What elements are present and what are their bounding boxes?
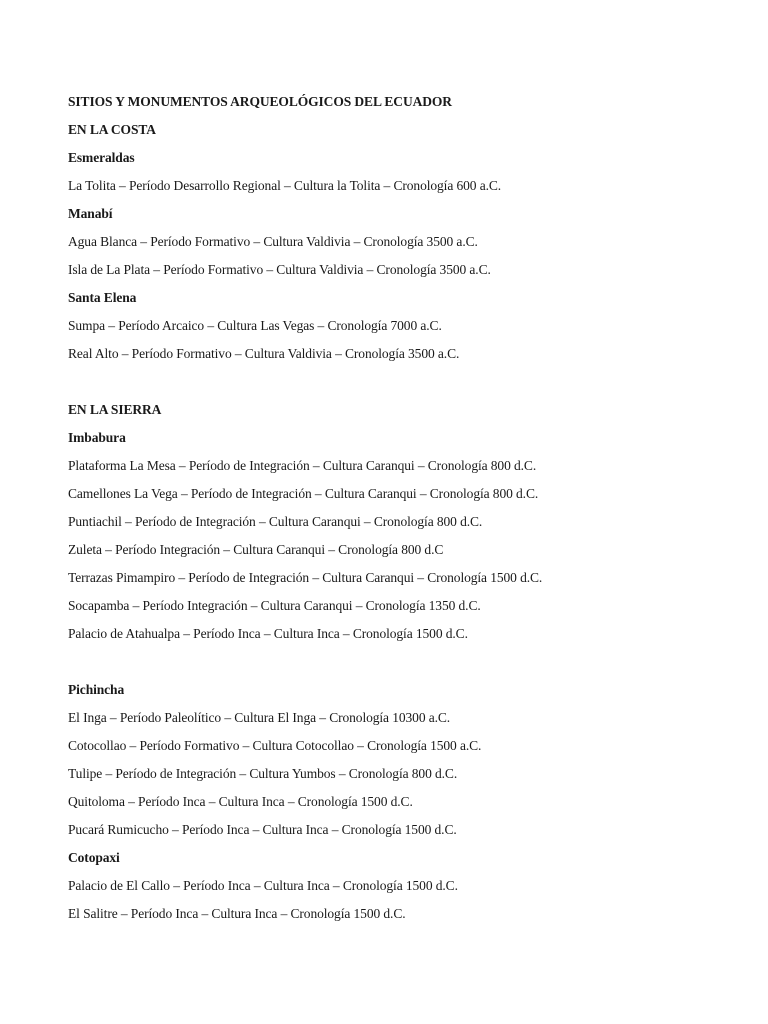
site-entry: Pucará Rumicucho – Período Inca – Cultura Inca – Cronología 1500 d.C. (68, 822, 457, 837)
province-heading-cotopaxi: Cotopaxi (68, 850, 120, 865)
site-entry: Zuleta – Período Integración – Cultura Caranqui – Cronología 800 d.C (68, 542, 444, 557)
site-entry: Terrazas Pimampiro – Período de Integración – Cultura Caranqui – Cronología 1500 d.C. (68, 570, 543, 585)
site-entry: Isla de La Plata – Período Formativo – Cultura Valdivia – Cronología 3500 a.C. (68, 262, 491, 277)
site-entry: Quitoloma – Período Inca – Cultura Inca – Cronología 1500 d.C. (68, 794, 413, 809)
province-heading-imbabura: Imbabura (68, 430, 126, 445)
site-entry: El Inga – Período Paleolítico – Cultura El Inga – Cronología 10300 a.C. (68, 710, 451, 725)
section-heading-sierra: EN LA SIERRA (68, 402, 162, 417)
site-entry: La Tolita – Período Desarrollo Regional – Cultura la Tolita – Cronología 600 a.C. (68, 178, 502, 193)
section-heading-costa: EN LA COSTA (68, 122, 156, 137)
site-entry: Palacio de Atahualpa – Período Inca – Cultura Inca – Cronología 1500 d.C. (68, 626, 468, 641)
site-entry: Socapamba – Período Integración – Cultura Caranqui – Cronología 1350 d.C. (68, 598, 481, 613)
site-entry: Agua Blanca – Período Formativo – Cultura Valdivia – Cronología 3500 a.C. (68, 234, 478, 249)
site-entry: Sumpa – Período Arcaico – Cultura Las Vegas – Cronología 7000 a.C. (68, 318, 442, 333)
document-title: SITIOS Y MONUMENTOS ARQUEOLÓGICOS DEL ECUADOR (68, 94, 452, 109)
spacer (68, 648, 758, 676)
province-heading-esmeraldas: Esmeraldas (68, 150, 135, 165)
document-page (68, 88, 758, 928)
site-entry: Plataforma La Mesa – Período de Integración – Cultura Caranqui – Cronología 800 d.C. (68, 458, 537, 473)
site-entry: Camellones La Vega – Período de Integración – Cultura Caranqui – Cronología 800 d.C. (68, 486, 539, 501)
site-entry: Tulipe – Período de Integración – Cultura Yumbos – Cronología 800 d.C. (68, 766, 458, 781)
site-entry: Puntiachil – Período de Integración – Cultura Caranqui – Cronología 800 d.C. (68, 514, 483, 529)
province-heading-santa-elena: Santa Elena (68, 290, 137, 305)
site-entry: Real Alto – Período Formativo – Cultura Valdivia – Cronología 3500 a.C. (68, 346, 460, 361)
spacer (68, 368, 758, 396)
province-heading-pichincha: Pichincha (68, 682, 125, 697)
site-entry: Palacio de El Callo – Período Inca – Cultura Inca – Cronología 1500 d.C. (68, 878, 458, 893)
site-entry: El Salitre – Período Inca – Cultura Inca – Cronología 1500 d.C. (68, 906, 406, 921)
province-heading-manabi: Manabí (68, 206, 113, 221)
site-entry: Cotocollao – Período Formativo – Cultura Cotocollao – Cronología 1500 a.C. (68, 738, 482, 753)
